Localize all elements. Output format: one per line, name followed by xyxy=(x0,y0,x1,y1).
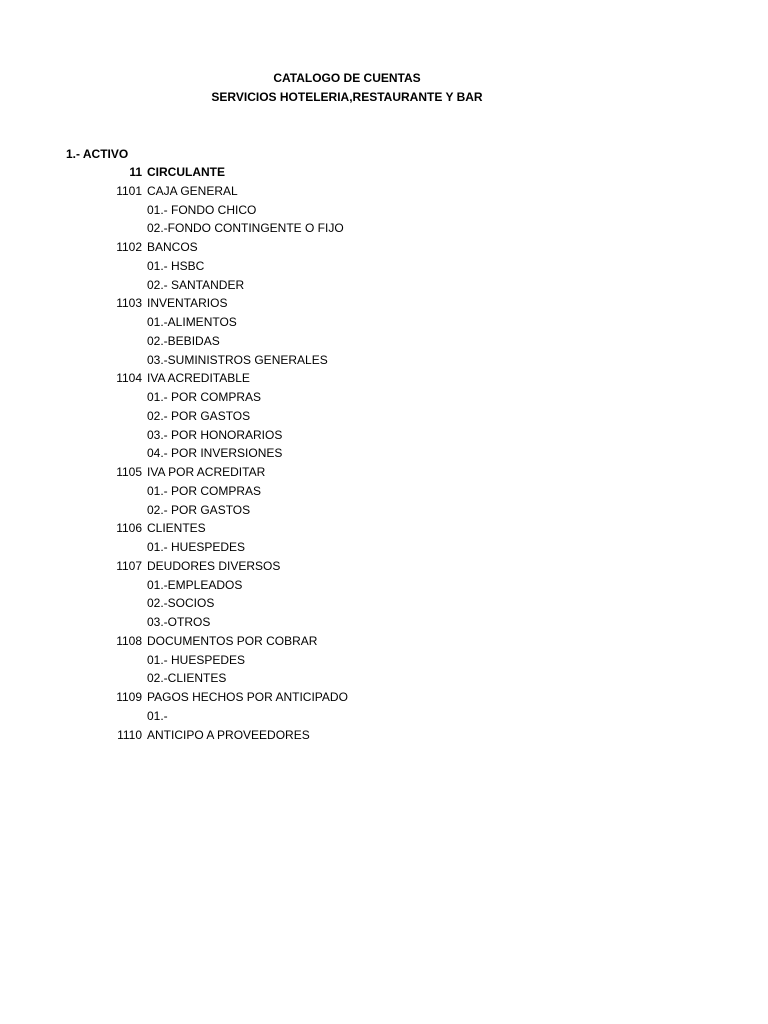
account-label: DOCUMENTOS POR COBRAR xyxy=(147,633,318,648)
subaccount-row xyxy=(0,257,768,276)
account-row xyxy=(0,182,768,201)
subaccount-row xyxy=(0,482,768,501)
account-code: 1108 xyxy=(116,633,142,648)
document-title: CATALOGO DE CUENTAS xyxy=(273,71,421,85)
account-label: 03.-SUMINISTROS GENERALES xyxy=(147,352,328,367)
account-label: 02.- POR GASTOS xyxy=(147,408,251,423)
account-label: 01.- xyxy=(147,708,168,723)
account-label: CIRCULANTE xyxy=(147,165,225,179)
subaccount-row xyxy=(0,669,768,688)
account-label: 01.- HUESPEDES xyxy=(147,540,246,554)
account-row xyxy=(0,238,768,257)
account-label: 01.-EMPLEADOS xyxy=(147,577,243,592)
account-code: 11 xyxy=(129,165,142,179)
account-label: 01.-ALIMENTOS xyxy=(147,315,237,329)
account-label: BANCOS xyxy=(147,240,198,254)
account-row xyxy=(0,688,768,707)
account-label: 01.- FONDO CHICO xyxy=(147,202,257,217)
subaccount-row xyxy=(0,219,768,238)
account-row xyxy=(0,463,768,482)
account-label: 02.-FONDO CONTINGENTE O FIJO xyxy=(147,221,344,236)
subaccount-row xyxy=(0,426,768,445)
account-code: 1109 xyxy=(116,690,142,704)
subaccount-row xyxy=(0,707,768,726)
subaccount-row xyxy=(0,276,768,295)
account-code: 1106 xyxy=(116,521,142,536)
account-row xyxy=(0,632,768,651)
account-group-row xyxy=(0,163,768,182)
account-label: 01.- POR COMPRAS xyxy=(147,483,262,498)
account-label: INVENTARIOS xyxy=(147,296,228,311)
account-label: 02.-CLIENTES xyxy=(147,671,227,686)
document-subtitle: SERVICIOS HOTELERIA,RESTAURANTE Y BAR xyxy=(211,90,483,104)
account-label: 02.- SANTANDER xyxy=(147,277,245,292)
account-code: 1105 xyxy=(116,465,142,479)
account-code: 1104 xyxy=(116,371,142,386)
subaccount-row xyxy=(0,407,768,426)
subaccount-row xyxy=(0,313,768,332)
account-label: PAGOS HECHOS POR ANTICIPADO xyxy=(147,690,348,704)
subaccount-row xyxy=(0,332,768,351)
account-list xyxy=(0,163,768,744)
account-code: 1110 xyxy=(117,727,142,742)
account-row xyxy=(0,519,768,538)
account-label: CAJA GENERAL xyxy=(147,183,238,198)
account-label: 02.-BEBIDAS xyxy=(147,333,220,348)
subaccount-row xyxy=(0,538,768,557)
subaccount-row xyxy=(0,576,768,595)
subaccount-row xyxy=(0,351,768,370)
account-code: 1101 xyxy=(116,183,142,198)
account-label: 02.-SOCIOS xyxy=(147,596,215,611)
account-label: CLIENTES xyxy=(147,521,206,536)
account-row xyxy=(0,369,768,388)
subaccount-row xyxy=(0,444,768,463)
account-code: 1103 xyxy=(116,296,142,311)
account-row xyxy=(0,294,768,313)
account-label: 01.- POR COMPRAS xyxy=(147,390,262,404)
subaccount-row xyxy=(0,613,768,632)
account-label: 01.- HUESPEDES xyxy=(147,652,246,667)
account-label: DEUDORES DIVERSOS xyxy=(147,558,281,573)
subaccount-row xyxy=(0,388,768,407)
account-label: 02.- POR GASTOS xyxy=(147,502,251,517)
subaccount-row xyxy=(0,594,768,613)
account-row xyxy=(0,557,768,576)
account-label: 04.- POR INVERSIONES xyxy=(147,446,283,461)
account-label: 03.-OTROS xyxy=(147,615,211,629)
account-code: 1107 xyxy=(116,558,142,573)
account-label: IVA ACREDITABLE xyxy=(147,371,250,386)
account-label: IVA POR ACREDITAR xyxy=(147,465,266,479)
account-label: 01.- HSBC xyxy=(147,258,205,273)
section-heading-activo: 1.- ACTIVO xyxy=(66,147,129,161)
subaccount-row xyxy=(0,201,768,220)
subaccount-row xyxy=(0,501,768,520)
subaccount-row xyxy=(0,651,768,670)
account-row xyxy=(0,726,768,745)
account-code: 1102 xyxy=(116,240,142,254)
account-label: ANTICIPO A PROVEEDORES xyxy=(147,727,310,742)
account-label: 03.- POR HONORARIOS xyxy=(147,427,283,442)
